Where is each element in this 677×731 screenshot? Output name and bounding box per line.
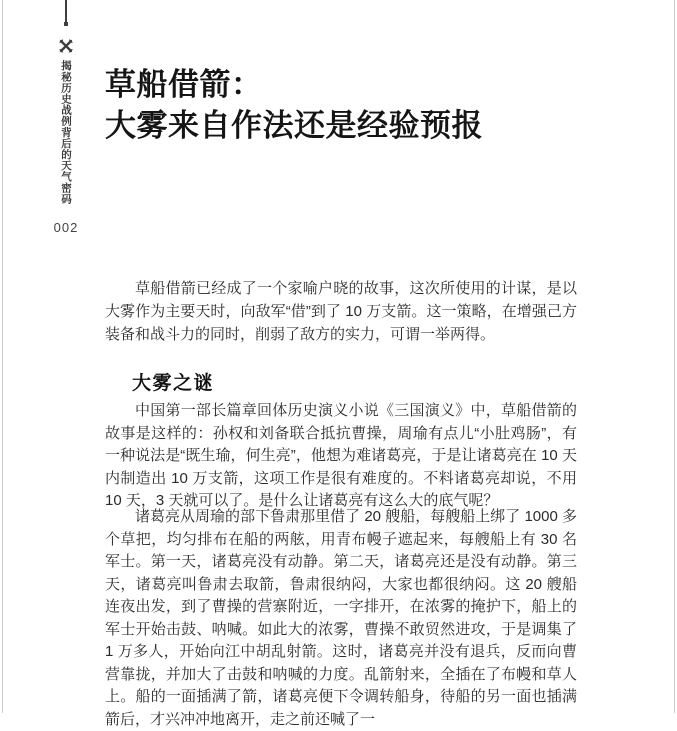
chapter-title-line2: 大雾来自作法还是经验预报: [105, 108, 483, 143]
section-heading: 大雾之谜: [132, 372, 215, 394]
page-number: 002: [53, 220, 79, 235]
chapter-title: [105, 64, 577, 146]
story-paragraph-2: 诸葛亮从周瑜的部下鲁肃那里借了 20 艘船，每艘船上绑了 1000 多个草把，均匀排布在船的两舷，用青布幔子遮起来，每艘船上有 30 名军士。第一天，诸葛亮没有动静。第二天，诸葛亮还是没有动静。第三天，诸葛亮叫鲁肃去取箭，鲁肃很纳闷，大家也都很纳闷。这 20 艘船连夜出发，到了曹操的营寨附近，一字排开，在浓雾的掩护下，船上的军士开始击鼓、呐喊。如此大的浓雾，曹操不敢贸然进攻，于是调集了 1 万多人，开始向江中胡乱射箭。这时，诸葛亮并没有退兵，反而向曹营靠拢，并加大了击鼓和呐喊的力度。乱箭射来，全插在了布幔和草人上。船的一面插满了箭，诸葛亮便下令调转船身，待船的另一面也插满箭后，才兴冲冲地离开，走之前还喊了一: [105, 508, 577, 728]
page-left-edge: [2, 0, 3, 713]
crossed-swords-icon: [58, 38, 74, 54]
intro-paragraph: 草船借箭已经成了一个家喻户晓的故事，这次所使用的计谋，是以大雾作为主要天时，向敌军“借”到了 10 万支箭。这一策略，在增强己方装备和战斗力的同时，削弱了敌方的实力，可谓一举两得。: [105, 280, 577, 343]
chapter-title-line1: 草船借箭：: [105, 67, 263, 102]
page-right-edge: [674, 0, 675, 713]
book-title-vertical: 揭秘历史战例背后的天气密码: [60, 60, 72, 205]
story-paragraph-1: 中国第一部长篇章回体历史演义小说《三国演义》中，草船借箭的故事是这样的：孙权和刘备联合抵抗曹操，周瑜有点儿“小肚鸡肠”，有一种说法是“既生瑜，何生亮”，他想为难诸葛亮，于是让诸葛亮在 10 天内制造出 10 万支箭，这项工作是很有难度的。不料诸葛亮却说，不用 10 天，3 天就可以了。是什么让诸葛亮有这么大的底气呢？: [105, 402, 577, 509]
margin-tick-line: [65, 0, 67, 22]
